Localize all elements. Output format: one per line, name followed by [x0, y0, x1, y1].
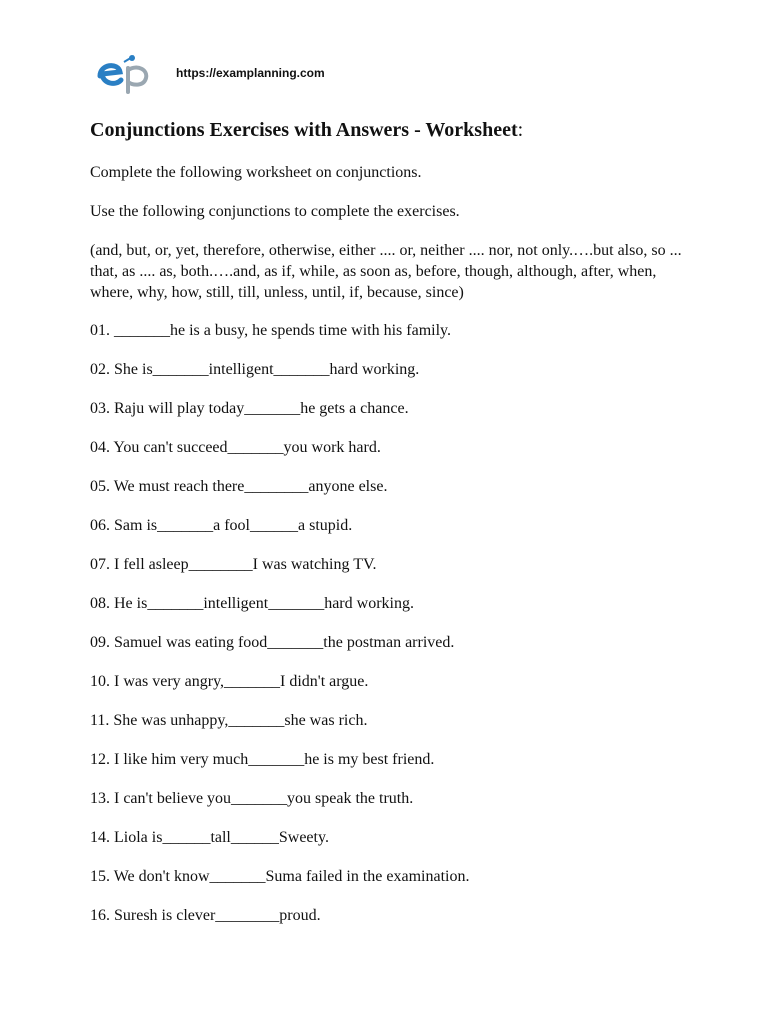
question-item: 10. I was very angry,_______I didn't argue.	[90, 673, 369, 690]
site-url-link[interactable]: https://examplanning.com	[176, 66, 325, 80]
worksheet-body	[90, 116, 690, 944]
question-item: 16. Suresh is clever________proud.	[90, 907, 321, 924]
worksheet-title	[90, 116, 690, 144]
question-item: 09. Samuel was eating food_______the postman arrived.	[90, 634, 455, 651]
title-text: Conjunctions Exercises with Answers - Worksheet	[90, 119, 518, 141]
question-item: 06. Sam is_______a fool______a stupid.	[90, 517, 353, 534]
question-item: 15. We don't know_______Suma failed in the examination.	[90, 868, 470, 885]
title-colon: :	[517, 119, 524, 141]
conjunction-list: (and, but, or, yet, therefore, otherwise, either .... or, neither .... nor, not only.….but also, so ... that, as .... as, both.….and, as if, while, as soon as, before, though, although, after, when, where, why, how, still, till, unless, until, if, because, since)	[90, 242, 682, 301]
question-item: 08. He is_______intelligent_______hard working.	[90, 595, 414, 612]
question-item: 03. Raju will play today_______he gets a chance.	[90, 400, 409, 417]
question-item: 04. You can't succeed_______you work hard.	[90, 439, 381, 456]
question-item: 13. I can't believe you_______you speak the truth.	[90, 790, 414, 807]
page-header	[94, 52, 325, 96]
question-list	[90, 320, 690, 944]
question-item: 11. She was unhappy,_______she was rich.	[90, 712, 368, 729]
question-item: 07. I fell asleep________I was watching TV.	[90, 556, 377, 573]
question-item: 02. She is_______intelligent_______hard working.	[90, 361, 420, 378]
intro-paragraph: Complete the following worksheet on conjunctions.	[90, 164, 422, 181]
question-item: 05. We must reach there________anyone else.	[90, 478, 388, 495]
instruction-paragraph: Use the following conjunctions to complete the exercises.	[90, 203, 460, 220]
question-item: 14. Liola is______tall______Sweety.	[90, 829, 329, 846]
examplanning-logo[interactable]	[94, 52, 152, 96]
question-item: 01. _______he is a busy, he spends time with his family.	[90, 322, 451, 339]
question-item: 12. I like him very much_______he is my best friend.	[90, 751, 435, 768]
